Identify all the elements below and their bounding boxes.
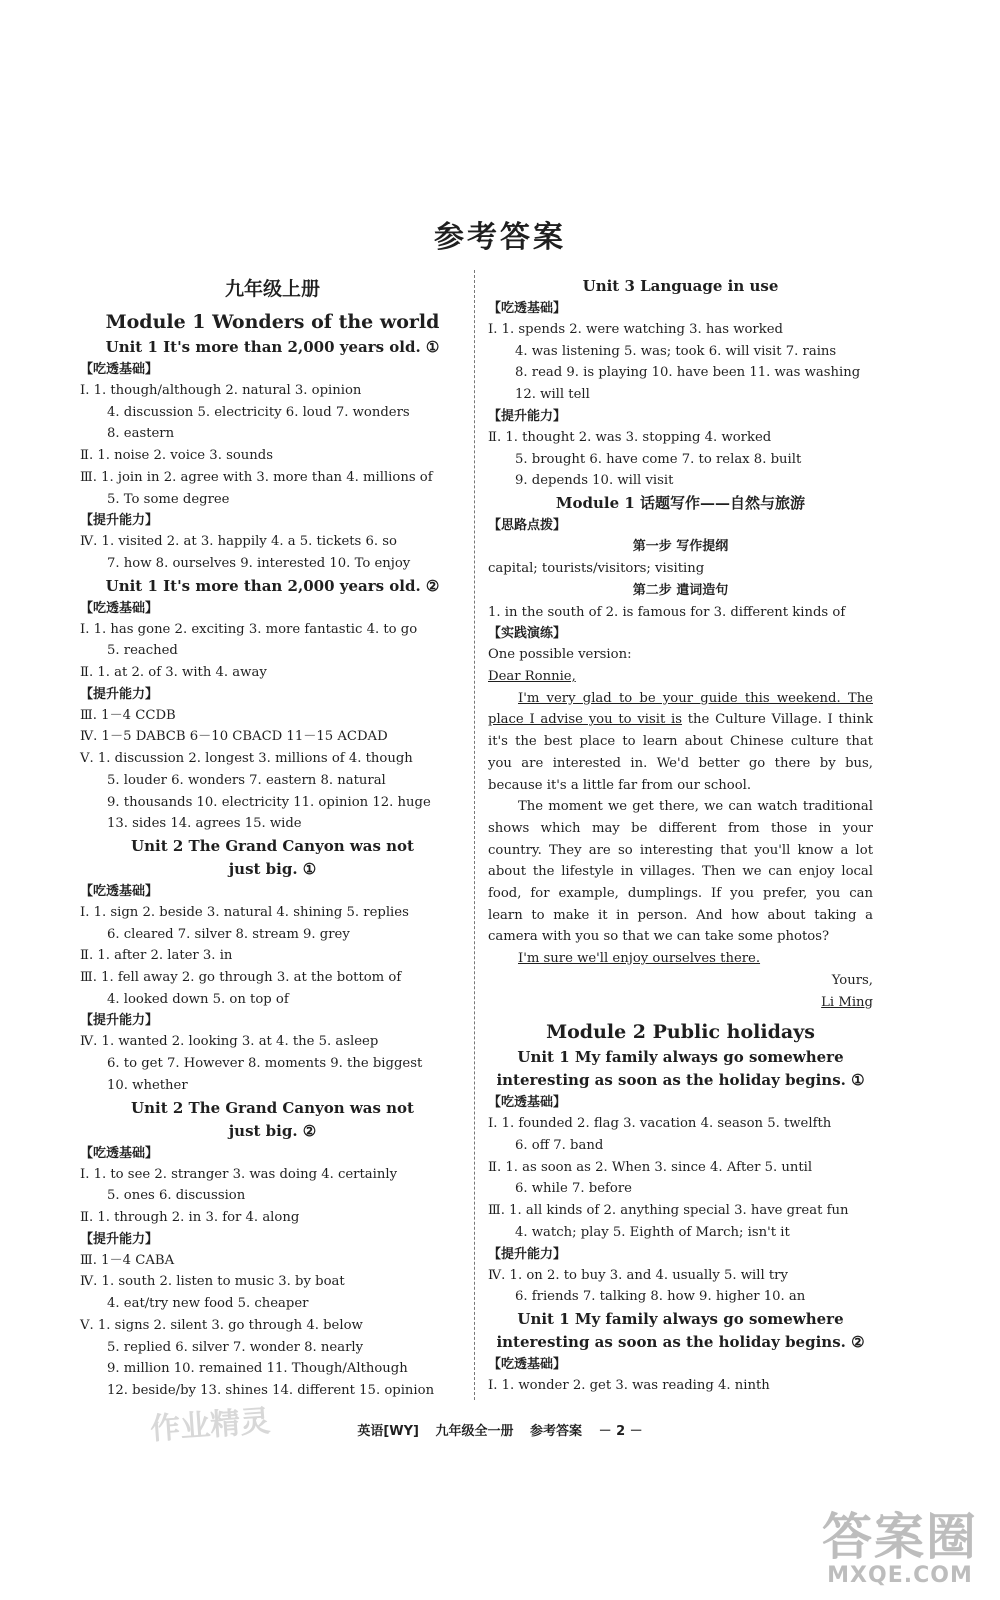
unit-heading: just big. ② <box>228 1121 317 1140</box>
answer-line: Ⅰ. 1. spends 2. were watching 3. has worked <box>488 322 783 337</box>
exercise-label: 【提升能力】 <box>488 1246 567 1262</box>
letter-signoff: Yours, <box>831 972 873 988</box>
answer-line: 12. will tell <box>515 387 590 403</box>
letter-signature <box>488 992 873 1014</box>
answer-line: 13. sides 14. agrees 15. wide <box>107 816 302 832</box>
unit-heading: Unit 2 The Grand Canyon was not <box>131 1098 414 1117</box>
answer-line: Ⅰ. 1. to see 2. stranger 3. was doing 4. certainly <box>80 1166 398 1182</box>
section-heading: Module 2 Public holidays <box>546 1021 815 1044</box>
unit-heading: Unit 1 My family always go somewhere <box>517 1048 844 1067</box>
column-divider <box>474 270 475 1400</box>
unit-heading: Unit 1 It's more than 2,000 years old. ① <box>105 338 440 356</box>
exercise-label: 【提升能力】 <box>80 513 159 529</box>
answer-line: Ⅰ. 1. has gone 2. exciting 3. more fantastic 4. to go <box>80 621 418 637</box>
answer-line: 5. brought 6. have come 7. to relax 8. built <box>515 451 802 467</box>
left-column <box>80 275 465 1402</box>
answer-line: 9. depends 10. will visit <box>515 473 674 489</box>
watermark-corner-top: 答案圈 <box>822 1508 978 1566</box>
answer-line: 6. friends 7. talking 8. how 9. higher 10. an <box>515 1289 806 1305</box>
text-line: One possible version: <box>488 647 632 663</box>
answer-line: Ⅰ. 1. though/although 2. natural 3. opinion <box>80 383 362 398</box>
answer-line: Ⅳ. 1－5 DABCB 6－10 CBACD 11－15 ACDAD <box>80 729 388 745</box>
exercise-label: 【实践演练】 <box>488 626 567 642</box>
exercise-label: 【提升能力】 <box>80 1013 159 1029</box>
answer-line: Ⅲ. 1. all kinds of 2. anything special 3. have great fun <box>488 1203 849 1219</box>
answer-line: 4. watch; play 5. Eighth of March; isn't it <box>515 1224 790 1240</box>
unit-heading: Unit 1 It's more than 2,000 years old. ② <box>105 576 440 595</box>
answer-line: Ⅲ. 1. join in 2. agree with 3. more than 4. millions of <box>80 469 433 485</box>
unit-heading: Module 1 话题写作——自然与旅游 <box>555 493 806 512</box>
letter-salutation <box>488 666 873 688</box>
text-line: 1. in the south of 2. is famous for 3. different kinds of <box>488 604 846 620</box>
answer-line: 8. read 9. is playing 10. have been 11. was washing <box>515 365 861 381</box>
section-heading: Module 1 Wonders of the world <box>105 311 440 333</box>
step-heading: 第二步 遣词造句 <box>632 582 729 598</box>
answer-line: Ⅳ. 1. wanted 2. looking 3. at 4. the 5. asleep <box>80 1034 379 1050</box>
answer-line: Ⅳ. 1. visited 2. at 3. happily 4. a 5. tickets 6. so <box>80 534 397 550</box>
underlined-sentence: I'm very glad to be your guide this weekend. The place I advise you to visit is <box>488 690 873 728</box>
page-number: － 2 － <box>598 1424 643 1439</box>
answer-line: 5. reached <box>107 643 178 659</box>
answer-line: 4. was listening 5. was; took 6. will visit 7. rains <box>515 343 837 359</box>
footer-subject: 英语[WY] <box>357 1424 419 1439</box>
exercise-label: 【吃透基础】 <box>488 1095 567 1111</box>
unit-heading: Unit 3 Language in use <box>582 277 779 295</box>
answer-line: Ⅰ. 1. sign 2. beside 3. natural 4. shining 5. replies <box>80 904 409 920</box>
answer-line: 9. thousands 10. electricity 11. opinion 12. huge <box>107 794 431 810</box>
exercise-label: 【吃透基础】 <box>488 301 567 316</box>
exercise-label: 【提升能力】 <box>80 1231 159 1247</box>
exercise-label: 【吃透基础】 <box>80 1145 159 1161</box>
answer-line: Ⅲ. 1－4 CCDB <box>80 707 176 723</box>
answer-line: Ⅱ. 1. thought 2. was 3. stopping 4. worked <box>488 429 772 445</box>
exercise-label: 【提升能力】 <box>488 408 567 424</box>
salutation-text: Dear Ronnie, <box>488 669 576 685</box>
text-line: capital; tourists/visitors; visiting <box>488 560 705 576</box>
page-title: 参考答案 <box>434 220 566 255</box>
answer-line: 9. million 10. remained 11. Though/Although <box>107 1361 408 1377</box>
answer-line: 5. ones 6. discussion <box>107 1188 246 1204</box>
exercise-label: 【吃透基础】 <box>80 362 159 377</box>
answer-line: 6. cleared 7. silver 8. stream 9. grey <box>107 926 350 942</box>
answer-line: 5. replied 6. silver 7. wonder 8. nearly <box>107 1339 364 1355</box>
answer-line: Ⅰ. 1. founded 2. flag 3. vacation 4. season 5. twelfth <box>488 1116 832 1132</box>
signature-name: Li Ming <box>821 994 873 1010</box>
section-heading: 九年级上册 <box>224 278 320 300</box>
answer-line: Ⅱ. 1. at 2. of 3. with 4. away <box>80 665 267 681</box>
watermark-corner-bottom: MXQE.COM <box>827 1563 973 1588</box>
step-heading: 第一步 写作提纲 <box>632 538 729 554</box>
unit-heading: just big. ① <box>228 859 317 878</box>
answer-line: Ⅱ. 1. as soon as 2. When 3. since 4. After 5. until <box>488 1159 813 1175</box>
footer-section: 参考答案 <box>530 1424 583 1439</box>
watermark-corner-logo <box>822 1510 978 1588</box>
answer-line: Ⅱ. 1. after 2. later 3. in <box>80 948 233 964</box>
answer-line: 4. discussion 5. electricity 6. loud 7. wonders <box>107 404 410 420</box>
exercise-label: 【吃透基础】 <box>488 1356 567 1372</box>
letter-paragraph: The moment we get there, we can watch traditional shows which may be different from those in your country. They are so interesting that you'll know a lot about the lifestyle in villages. Then we can enjoy local food, for example, dumplings. If you prefer, you can learn to make it in person. And how about taking a camera with you so that we can take some photos? <box>488 799 873 945</box>
right-column <box>488 275 873 1397</box>
answer-line: Ⅴ. 1. signs 2. silent 3. go through 4. below <box>80 1317 363 1333</box>
paragraph-text: the Culture Village. I think it's the best place to learn about Chinese culture that you are interested in. We'd better go there by bus, because it's a little far from our school. <box>488 712 873 793</box>
answer-line: Ⅲ. 1. fell away 2. go through 3. at the bottom of <box>80 970 402 986</box>
answer-line: 6. to get 7. However 8. moments 9. the biggest <box>107 1056 423 1072</box>
answer-line: 6. off 7. band <box>515 1137 604 1153</box>
letter-paragraph <box>488 688 873 797</box>
unit-heading: interesting as soon as the holiday begins. ① <box>496 1071 865 1090</box>
answer-line: 5. To some degree <box>107 491 230 507</box>
answer-line: Ⅴ. 1. discussion 2. longest 3. millions of 4. though <box>80 751 413 767</box>
answer-line: 7. how 8. ourselves 9. interested 10. To enjoy <box>107 555 411 571</box>
answer-line: Ⅳ. 1. south 2. listen to music 3. by boat <box>80 1274 345 1290</box>
letter-closing-sentence <box>488 948 873 970</box>
answer-line: Ⅳ. 1. on 2. to buy 3. and 4. usually 5. will try <box>488 1267 788 1283</box>
footer-book: 九年级全一册 <box>435 1424 514 1439</box>
answer-line: 5. louder 6. wonders 7. eastern 8. natural <box>107 772 386 788</box>
unit-heading: Unit 2 The Grand Canyon was not <box>131 836 414 855</box>
exercise-label: 【吃透基础】 <box>80 600 159 616</box>
answer-line: 6. while 7. before <box>515 1181 632 1197</box>
answer-line: Ⅰ. 1. wonder 2. get 3. was reading 4. ninth <box>488 1377 770 1393</box>
exercise-label: 【吃透基础】 <box>80 883 159 899</box>
unit-heading: interesting as soon as the holiday begins. ② <box>496 1332 865 1351</box>
answer-line: 8. eastern <box>107 426 175 442</box>
exercise-label: 【思路点拨】 <box>488 517 567 533</box>
answer-line: 12. beside/by 13. shines 14. different 15. opinion <box>107 1382 435 1398</box>
underlined-sentence: I'm sure we'll enjoy ourselves there. <box>518 951 761 967</box>
answer-line: 4. looked down 5. on top of <box>107 991 289 1007</box>
exercise-label: 【提升能力】 <box>80 686 159 702</box>
watermark-small: 作业精灵 <box>149 1403 272 1448</box>
answer-line: Ⅲ. 1－4 CABA <box>80 1252 175 1268</box>
answer-line: 4. eat/try new food 5. cheaper <box>107 1296 309 1312</box>
answer-line: Ⅱ. 1. through 2. in 3. for 4. along <box>80 1209 300 1225</box>
unit-heading: Unit 1 My family always go somewhere <box>517 1309 844 1328</box>
answer-line: Ⅱ. 1. noise 2. voice 3. sounds <box>80 448 273 464</box>
answer-line: 10. whether <box>107 1077 188 1093</box>
